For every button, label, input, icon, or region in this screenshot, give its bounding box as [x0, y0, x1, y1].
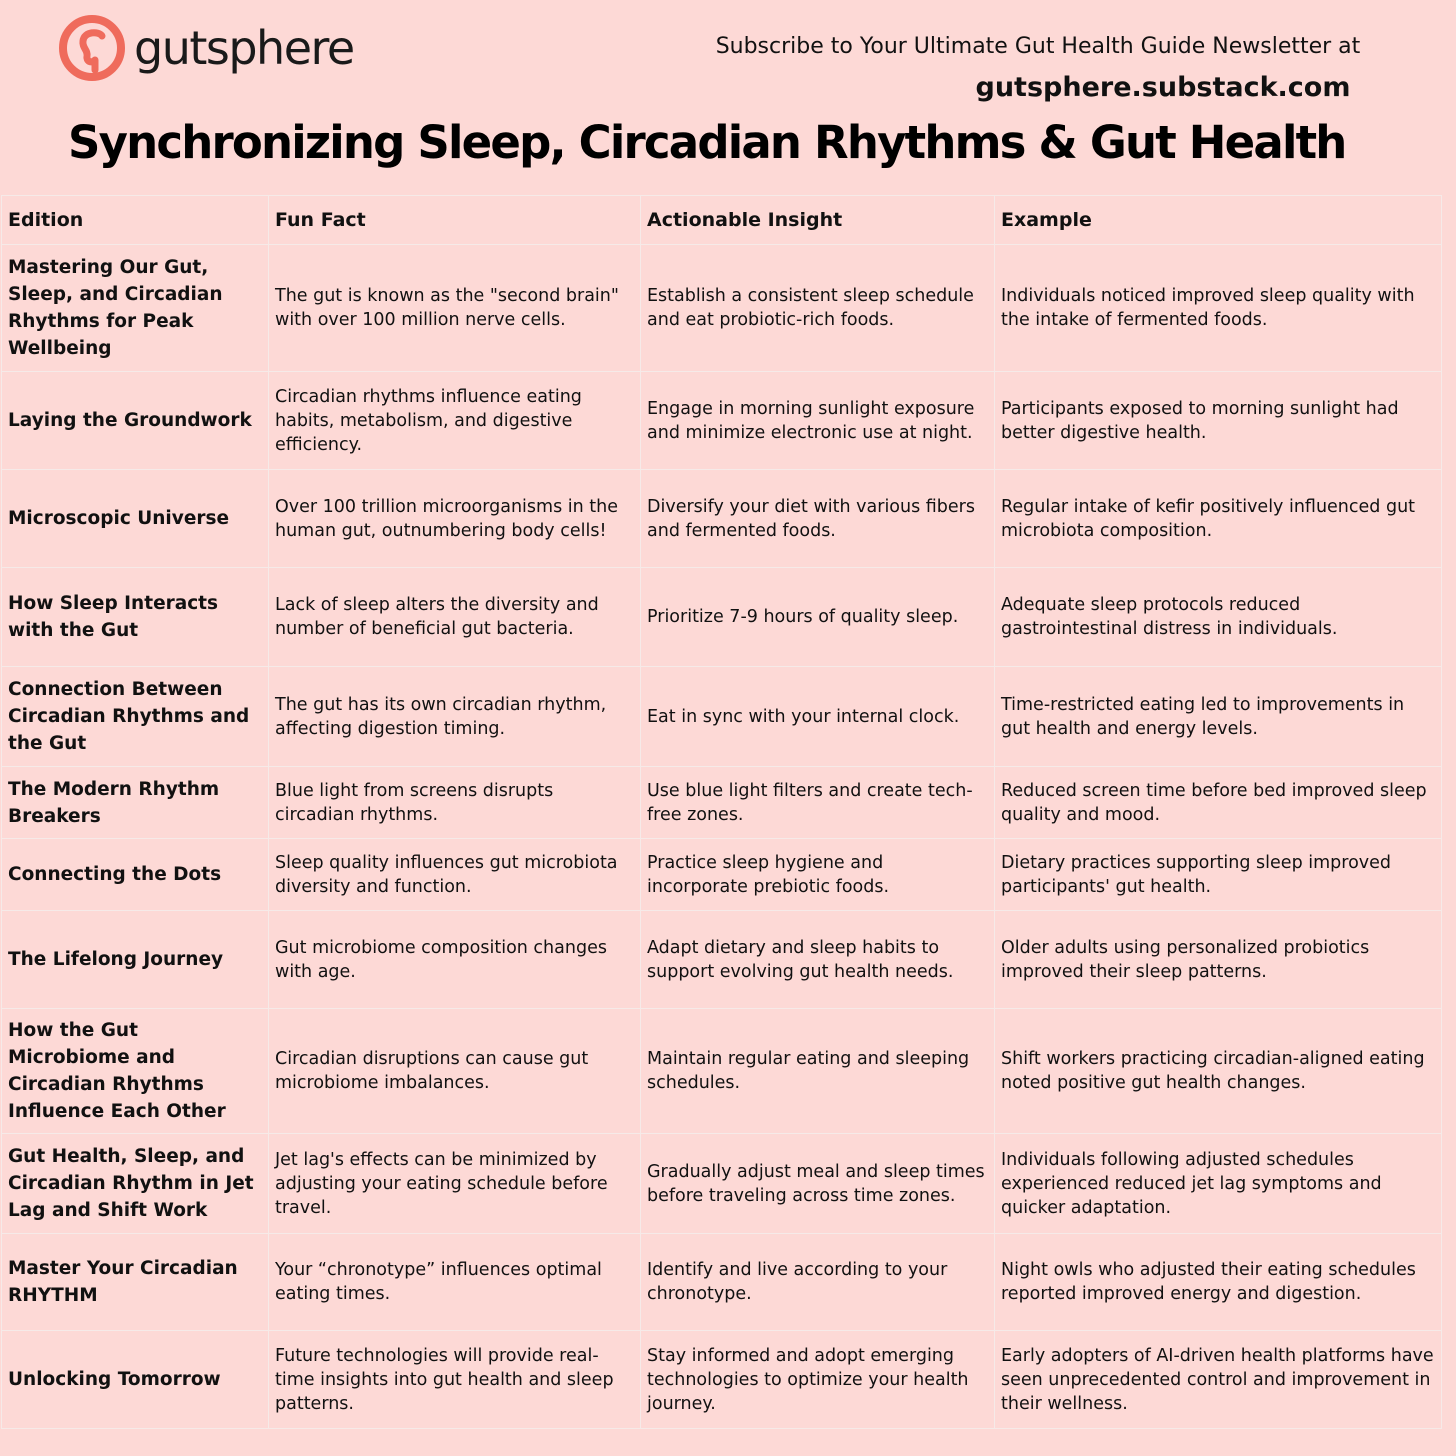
- edition-cell: The Modern Rhythm Breakers: [2, 767, 269, 839]
- fun-fact-cell: Your “chronotype” influences optimal eating times.: [269, 1234, 641, 1331]
- insight-cell: Maintain regular eating and sleeping schedules.: [641, 1009, 995, 1134]
- table-row: [2, 839, 1442, 911]
- gut-intestine-icon: [58, 14, 126, 82]
- edition-cell: The Lifelong Journey: [2, 911, 269, 1009]
- fun-fact-cell: Over 100 trillion microorganisms in the human gut, outnumbering body cells!: [269, 470, 641, 568]
- column-header-fun-fact: Fun Fact: [269, 196, 641, 245]
- column-header-actionable-insight: Actionable Insight: [641, 196, 995, 245]
- edition-cell: Connection Between Circadian Rhythms and the Gut: [2, 667, 269, 767]
- table-row: [2, 911, 1442, 1009]
- fun-fact-cell: Jet lag's effects can be minimized by adjusting your eating schedule before travel.: [269, 1134, 641, 1234]
- example-cell: Individuals noticed improved sleep quality with the intake of fermented foods.: [995, 245, 1442, 372]
- edition-cell: Gut Health, Sleep, and Circadian Rhythm in Jet Lag and Shift Work: [2, 1134, 269, 1234]
- example-cell: Regular intake of kefir positively influenced gut microbiota composition.: [995, 470, 1442, 568]
- insights-table: [1, 195, 1442, 1429]
- table-row: [2, 470, 1442, 568]
- edition-cell: Master Your Circadian RHYTHM: [2, 1234, 269, 1331]
- table-row: [2, 372, 1442, 470]
- example-cell: Night owls who adjusted their eating schedules reported improved energy and digestion.: [995, 1234, 1442, 1331]
- fun-fact-cell: Blue light from screens disrupts circadian rhythms.: [269, 767, 641, 839]
- example-cell: Dietary practices supporting sleep improved participants' gut health.: [995, 839, 1442, 911]
- example-cell: Time-restricted eating led to improvements in gut health and energy levels.: [995, 667, 1442, 767]
- fun-fact-cell: Lack of sleep alters the diversity and number of beneficial gut bacteria.: [269, 568, 641, 667]
- table-row: [2, 1009, 1442, 1134]
- table-header-row: [2, 196, 1442, 245]
- insight-cell: Practice sleep hygiene and incorporate prebiotic foods.: [641, 839, 995, 911]
- fun-fact-cell: Circadian rhythms influence eating habits, metabolism, and digestive efficiency.: [269, 372, 641, 470]
- edition-cell: How the Gut Microbiome and Circadian Rhythms Influence Each Other: [2, 1009, 269, 1134]
- table-row: [2, 1134, 1442, 1234]
- insight-cell: Prioritize 7-9 hours of quality sleep.: [641, 568, 995, 667]
- fun-fact-cell: The gut is known as the "second brain" with over 100 million nerve cells.: [269, 245, 641, 372]
- insight-cell: Stay informed and adopt emerging technologies to optimize your health journey.: [641, 1331, 995, 1429]
- fun-fact-cell: Circadian disruptions can cause gut microbiome imbalances.: [269, 1009, 641, 1134]
- subscribe-url-link[interactable]: gutsphere.substack.com: [975, 72, 1351, 103]
- brand-logo: [58, 14, 354, 82]
- table-row: [2, 667, 1442, 767]
- edition-cell: How Sleep Interacts with the Gut: [2, 568, 269, 667]
- insight-cell: Eat in sync with your internal clock.: [641, 667, 995, 767]
- table-row: [2, 767, 1442, 839]
- insight-cell: Identify and live according to your chronotype.: [641, 1234, 995, 1331]
- column-header-edition: Edition: [2, 196, 269, 245]
- example-cell: Individuals following adjusted schedules experienced reduced jet lag symptoms and quicker adaptation.: [995, 1134, 1442, 1234]
- table-row: [2, 245, 1442, 372]
- example-cell: Older adults using personalized probiotics improved their sleep patterns.: [995, 911, 1442, 1009]
- insight-cell: Gradually adjust meal and sleep times before traveling across time zones.: [641, 1134, 995, 1234]
- fun-fact-cell: The gut has its own circadian rhythm, affecting digestion timing.: [269, 667, 641, 767]
- table-row: [2, 1331, 1442, 1429]
- brand-name: gutsphere: [134, 21, 354, 75]
- column-header-example: Example: [995, 196, 1442, 245]
- example-cell: Participants exposed to morning sunlight had better digestive health.: [995, 372, 1442, 470]
- insight-cell: Establish a consistent sleep schedule and eat probiotic-rich foods.: [641, 245, 995, 372]
- edition-cell: Unlocking Tomorrow: [2, 1331, 269, 1429]
- insight-cell: Adapt dietary and sleep habits to support evolving gut health needs.: [641, 911, 995, 1009]
- fun-fact-cell: Future technologies will provide real-time insights into gut health and sleep patterns.: [269, 1331, 641, 1429]
- insight-cell: Diversify your diet with various fibers and fermented foods.: [641, 470, 995, 568]
- insight-cell: Engage in morning sunlight exposure and minimize electronic use at night.: [641, 372, 995, 470]
- edition-cell: Laying the Groundwork: [2, 372, 269, 470]
- edition-cell: Microscopic Universe: [2, 470, 269, 568]
- subscribe-text: Subscribe to Your Ultimate Gut Health Guide Newsletter at: [715, 34, 1361, 59]
- example-cell: Reduced screen time before bed improved sleep quality and mood.: [995, 767, 1442, 839]
- fun-fact-cell: Sleep quality influences gut microbiota diversity and function.: [269, 839, 641, 911]
- edition-cell: Mastering Our Gut, Sleep, and Circadian Rhythms for Peak Wellbeing: [2, 245, 269, 372]
- example-cell: Adequate sleep protocols reduced gastrointestinal distress in individuals.: [995, 568, 1442, 667]
- insight-cell: Use blue light filters and create tech-free zones.: [641, 767, 995, 839]
- table-row: [2, 568, 1442, 667]
- edition-cell: Connecting the Dots: [2, 839, 269, 911]
- page-title: Synchronizing Sleep, Circadian Rhythms & Gut Health: [68, 116, 1346, 169]
- example-cell: Shift workers practicing circadian-aligned eating noted positive gut health changes.: [995, 1009, 1442, 1134]
- example-cell: Early adopters of AI-driven health platforms have seen unprecedented control and improvement in their wellness.: [995, 1331, 1442, 1429]
- table-row: [2, 1234, 1442, 1331]
- fun-fact-cell: Gut microbiome composition changes with age.: [269, 911, 641, 1009]
